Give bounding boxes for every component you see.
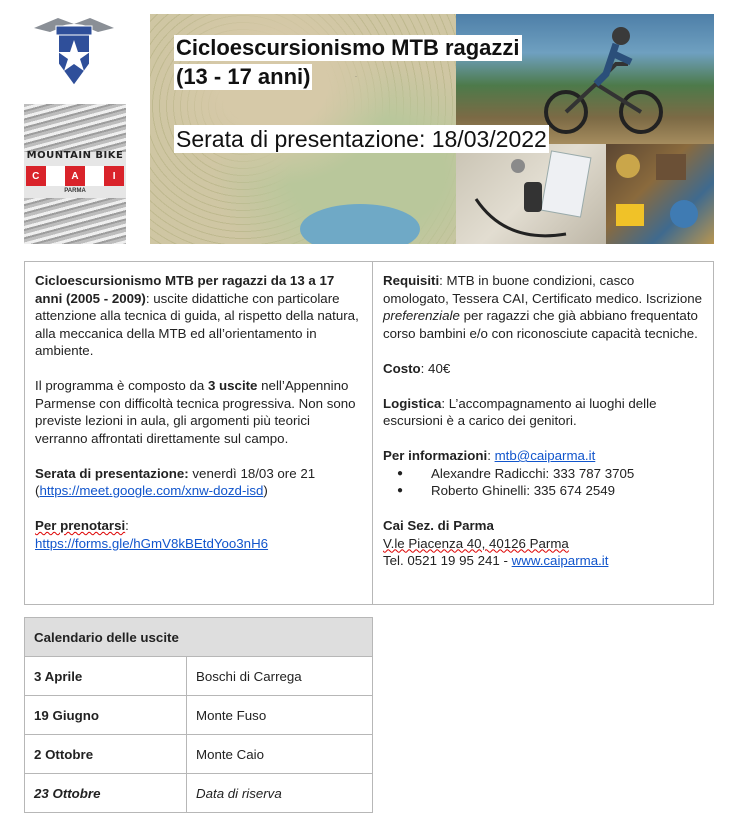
requirements-paragraph <box>383 272 703 342</box>
cai-letters-bar <box>26 166 124 186</box>
contact-item: ● Roberto Ghinelli: 335 674 2549 <box>383 482 703 500</box>
cost-text: : 40€ <box>420 360 451 376</box>
calendar-date: 23 Ottobre <box>25 774 187 813</box>
cai-emblem-logo <box>28 14 120 88</box>
program-bold: 3 uscite <box>207 378 258 393</box>
logistics-text: : L’accompagnamento ai luoghi delle escursioni è a carico dei genitori. <box>383 395 657 428</box>
program-text-a: Il programma è composto da <box>35 378 208 393</box>
map-label: · <box>355 74 357 80</box>
logistics-paragraph <box>383 395 703 430</box>
forms-link[interactable]: https://forms.gle/hGmV8kBEtdYoo3nH6 <box>35 535 269 551</box>
calendar-place: Monte Caio <box>187 735 373 774</box>
calendar-place: Boschi di Carrega <box>187 657 373 696</box>
mtb-cai-parma-logo <box>24 104 126 244</box>
booking-colon: : <box>125 518 129 533</box>
logistics-bold: Logistica <box>383 395 442 411</box>
table-row <box>25 657 373 696</box>
cai-letter: I <box>104 166 124 186</box>
calendar-header: Calendario delle uscite <box>25 618 373 657</box>
gear-photo <box>456 144 606 244</box>
paren-close: ) <box>263 483 268 498</box>
meet-link[interactable]: https://meet.google.com/xnw-dozd-isd <box>39 483 264 498</box>
info-colon: : <box>487 448 495 463</box>
cai-letter <box>46 166 66 186</box>
calendar-place: Data di riserva <box>187 774 373 813</box>
table-row <box>25 735 373 774</box>
cai-letter <box>85 166 105 186</box>
presentation-bold: Serata di presentazione: <box>35 465 189 481</box>
calendar-place: Monte Fuso <box>187 696 373 735</box>
header-banner <box>150 14 714 244</box>
program-paragraph <box>35 377 362 447</box>
intro-paragraph <box>35 272 362 360</box>
org-address: V.le Piacenza 40, 40126 Parma <box>383 535 569 551</box>
presentation-text: venerdì 18/03 ore 21 <box>188 465 316 481</box>
contact-item: ● Alexandre Radicchi: 333 787 3705 <box>383 465 703 483</box>
requirements-bold: Requisiti <box>383 273 440 288</box>
email-link[interactable]: mtb@caiparma.it <box>494 448 596 463</box>
cost-paragraph <box>383 360 703 378</box>
info-left-column <box>25 262 373 604</box>
contacts-block <box>383 447 703 500</box>
intro-text: : uscite didattiche con particolare attenzione alla tecnica di guida, al rispetto della natura, alla meccanica della MTB ed all’orientamento in ambiente. <box>35 290 359 358</box>
cai-letter: C <box>26 166 46 186</box>
table-row <box>25 696 373 735</box>
parma-label: PARMA <box>64 188 86 194</box>
cost-bold: Costo <box>383 360 421 376</box>
info-bold: Per informazioni <box>383 448 488 463</box>
table-row <box>25 774 373 813</box>
intro-bold: Cicloescursionismo MTB per ragazzi da 13 a 17 anni (2005 - 2009) <box>35 273 335 306</box>
tools-photo <box>606 144 714 244</box>
calendar-table <box>24 617 373 813</box>
banner-title-line1: Cicloescursionismo MTB ragazzi <box>176 35 520 60</box>
booking-paragraph <box>35 517 362 552</box>
booking-bold: Per prenotarsi <box>35 518 126 533</box>
presentation-paragraph <box>35 465 362 500</box>
contacts-list <box>383 465 703 500</box>
banner-subtitle: Serata di presentazione: 18/03/2022 <box>176 126 547 152</box>
requirements-text2: per ragazzi che già abbiano frequentato corso bambini e/o con riconosciute capacità tecniche. <box>383 308 698 341</box>
info-right-column <box>373 262 713 604</box>
program-text-b: nell’Appennino Parmense con difficoltà tecnica progressiva. Non sono previste lezioni in aula, gli argomenti più teorici verranno affrontati direttamente sul campo. <box>35 378 356 446</box>
paren-open: ( <box>35 483 40 498</box>
org-name: Cai Sez. di Parma <box>383 518 494 533</box>
org-tel: Tel. 0521 19 95 241 - <box>383 553 512 568</box>
calendar-date: 19 Giugno <box>25 696 187 735</box>
info-table <box>24 261 714 605</box>
requirements-text: : MTB in buone condizioni, casco omologato, Tessera CAI, Certificato medico. Iscrizione <box>383 273 703 306</box>
requirements-italic: preferenziale <box>383 308 460 323</box>
organization-paragraph <box>383 517 703 570</box>
banner-title-line2: (13 - 17 anni) <box>176 64 311 89</box>
mtb-logo-title: MOUNTAIN BIKE <box>26 150 124 161</box>
cai-letter: A <box>65 166 85 186</box>
calendar-date: 3 Aprile <box>25 657 187 696</box>
calendar-date: 2 Ottobre <box>25 735 187 774</box>
website-link[interactable]: www.caiparma.it <box>511 553 609 568</box>
